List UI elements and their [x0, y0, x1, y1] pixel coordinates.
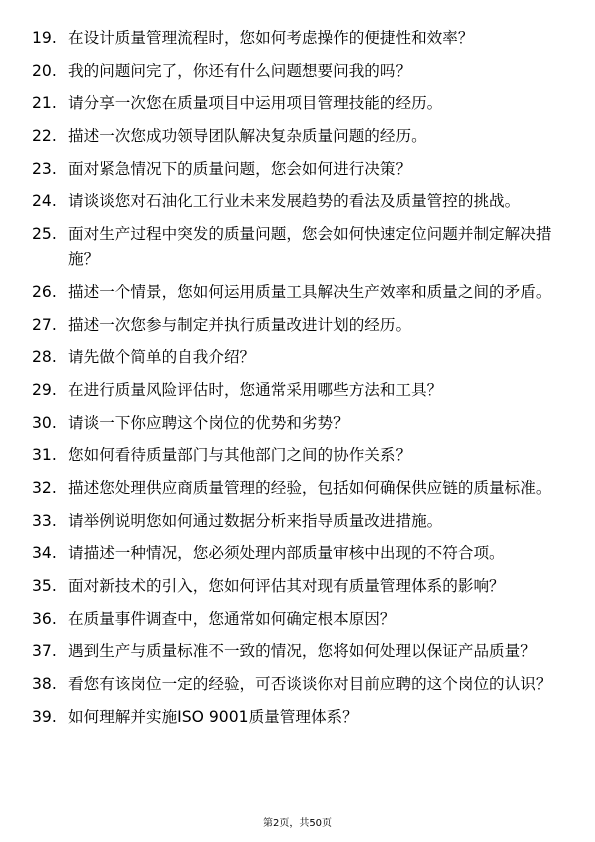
question-list — [32, 26, 567, 737]
question-text: 我的问题问完了，你还有什么问题想要问我的吗？ — [68, 61, 412, 80]
question-item — [32, 189, 567, 214]
question-item — [32, 91, 567, 116]
question-text: 请谈谈您对石油化工行业未来发展趋势的看法及质量管控的挑战。 — [68, 192, 521, 211]
question-text: 面对紧急情况下的质量问题，您会如何进行决策？ — [68, 159, 412, 178]
question-text: 请谈一下你应聘这个岗位的优势和劣势？ — [68, 413, 349, 432]
question-number: 32. — [32, 478, 57, 497]
question-number: 35. — [32, 577, 57, 595]
question-item — [32, 639, 567, 664]
question-number: 38. — [32, 675, 57, 694]
question-text: 在设计质量管理流程时，您如何考虑操作的便捷性和效率？ — [68, 29, 474, 47]
question-item — [32, 574, 567, 599]
question-number: 20. — [32, 61, 57, 80]
question-number: 21. — [32, 94, 57, 113]
question-number: 29. — [32, 380, 57, 399]
question-number: 25. — [32, 225, 57, 244]
question-text: 看您有该岗位一定的经验，可否谈谈你对目前应聘的这个岗位的认识？ — [68, 675, 552, 694]
question-item — [32, 607, 567, 632]
question-text: 您如何看待质量部门与其他部门之间的协作关系？ — [68, 446, 412, 465]
question-item — [32, 378, 567, 403]
question-text: 在进行质量风险评估时，您通常采用哪些方法和工具？ — [68, 380, 443, 399]
question-number: 37. — [32, 642, 57, 661]
question-item — [32, 541, 567, 566]
question-text: 如何理解并实施ISO 9001质量管理体系？ — [68, 707, 358, 726]
question-number: 22. — [32, 127, 57, 146]
question-item — [32, 280, 567, 305]
question-item — [32, 705, 567, 730]
question-item — [32, 411, 567, 436]
question-text: 在质量事件调查中，您通常如何确定根本原因？ — [68, 609, 396, 628]
question-item — [32, 124, 567, 149]
question-item — [32, 26, 567, 51]
question-item — [32, 222, 567, 272]
question-text: 请描述一种情况，您必须处理内部质量审核中出现的不符合项。 — [68, 544, 505, 563]
question-item — [32, 443, 567, 468]
question-text: 描述一个情景，您如何运用质量工具解决生产效率和质量之间的矛盾。 — [68, 282, 552, 301]
question-item — [32, 672, 567, 697]
question-number: 33. — [32, 511, 57, 530]
question-item — [32, 157, 567, 182]
question-number: 30. — [32, 413, 57, 432]
question-item — [32, 509, 567, 534]
question-number: 36. — [32, 609, 57, 628]
question-text: 描述您处理供应商质量管理的经验，包括如何确保供应链的质量标准。 — [68, 478, 552, 497]
question-number: 27. — [32, 315, 57, 334]
question-text: 面对新技术的引入，您如何评估其对现有质量管理体系的影响？ — [68, 577, 505, 595]
page-number-label: 第2页，共50页 — [262, 818, 333, 829]
question-number: 28. — [32, 348, 57, 367]
question-number: 39. — [32, 707, 57, 726]
question-text: 描述一次您参与制定并执行质量改进计划的经历。 — [68, 315, 412, 334]
question-text: 请分享一次您在质量项目中运用项目管理技能的经历。 — [68, 94, 443, 113]
question-number: 31. — [32, 446, 57, 465]
question-number: 19. — [32, 29, 57, 47]
question-number: 23. — [32, 159, 57, 178]
question-text: 描述一次您成功领导团队解决复杂质量问题的经历。 — [68, 127, 427, 146]
question-item — [32, 313, 567, 338]
page-footer — [0, 818, 595, 830]
question-text: 请举例说明您如何通过数据分析来指导质量改进措施。 — [68, 511, 443, 530]
question-text: 请先做个简单的自我介绍？ — [68, 348, 256, 367]
question-number: 34. — [32, 544, 57, 563]
question-item — [32, 476, 567, 501]
question-text: 遇到生产与质量标准不一致的情况，您将如何处理以保证产品质量？ — [68, 642, 536, 661]
question-number: 24. — [32, 192, 57, 211]
question-number: 26. — [32, 282, 57, 301]
question-text: 面对生产过程中突发的质量问题，您会如何快速定位问题并制定解决措施？ — [68, 225, 552, 269]
question-item — [32, 59, 567, 84]
question-item — [32, 345, 567, 370]
